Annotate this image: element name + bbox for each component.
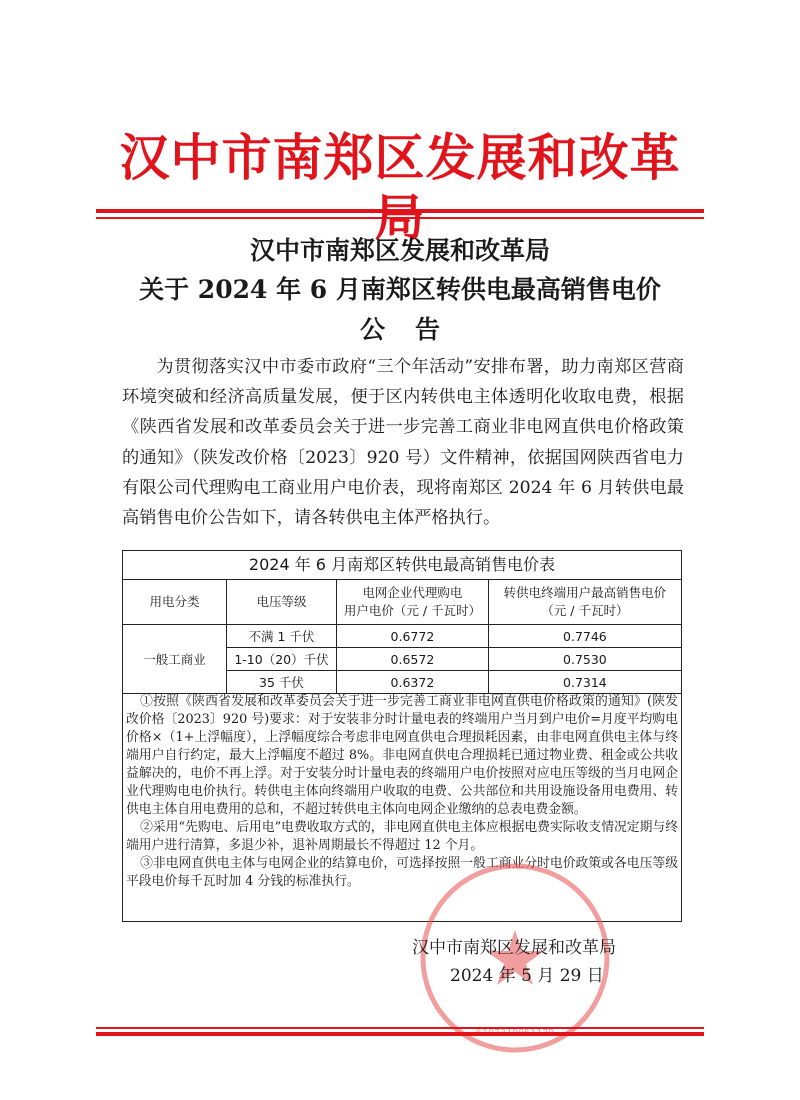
note-item: ①按照《陕西省发展和改革委员会关于进一步完善工商业非电网直供电价格政策的通知》(陕发改价格〔2023〕920 号)要求：对于安装非分时计量电表的终端用户当月到户电价=月度平均购电价格×（1+上浮幅度），上浮幅度综合考虑非电网直供电合理损耗因素，由非电网直供电主体与终端用户自行约定，最大上浮幅度不超过 8%。非电网直供电合理损耗已通过物业费、租金或公共收益解决的，电价不再上浮。对于安装分时计量电表的终端用户电价按照对应电压等级的当月电网企业代理购电电价执行。转供电主体向终端用户收取的电费、公共部位和共用设施设备用电费用、转供电主体自用电费用的总和，不超过转供电主体向电网企业缴纳的总表电费金额。: [126, 694, 678, 817]
announcement-title-subject: 关于 2024 年 6 月南郑区转供电最高销售电价: [139, 275, 661, 304]
header-grid-price: [337, 580, 489, 625]
header-end-price: [488, 580, 681, 625]
grid-price-cell: 0.6372: [337, 671, 489, 694]
org-banner-title: 汉中市南郑区发展和改革: [119, 128, 681, 187]
category-cell: 一般工商业: [123, 625, 227, 694]
end-price-cell: 0.7530: [488, 648, 681, 671]
header-voltage: 电压等级: [226, 580, 336, 625]
note-item: ③非电网直供电主体与电网企业的结算电价，可选择按照一般工商业分时电价政策或各电压等级平段电价每千瓦时加 4 分钱的标准执行。: [126, 856, 678, 889]
announcement-title-type: 公告: [359, 315, 470, 344]
grid-price-cell: 0.6572: [337, 648, 489, 671]
header-red-rule-thick: [96, 209, 704, 213]
table-row: [123, 625, 682, 648]
signature-date: 2024 年 5 月 29 日: [450, 966, 604, 986]
header-grid-price-line1: 电网企业代理购电: [362, 585, 463, 600]
voltage-cell: 不满 1 千伏: [226, 625, 336, 648]
voltage-cell: 35 千伏: [226, 671, 336, 694]
price-table: [122, 579, 682, 694]
end-price-cell: 0.7314: [488, 671, 681, 694]
signature-org: 汉中市南郑区发展和改革局: [412, 938, 616, 958]
footer-red-rule-thin: [96, 1027, 704, 1029]
announcement-title-issuer: 汉中市南郑区发展和改革局: [249, 236, 550, 265]
header-end-price-line2: （元 / 千瓦时）: [541, 603, 629, 618]
grid-price-cell: 0.6772: [337, 625, 489, 648]
note-item: ②采用“先购电、后用电”电费收取方式的，非电网直供电主体应根据电费实际收支情况定期与终端用户进行清算，多退少补，退补周期最长不得超过 12 个月。: [126, 820, 678, 853]
end-price-cell: 0.7746: [488, 625, 681, 648]
announcement-body-paragraph: 为贯彻落实汉中市委市政府“三个年活动”安排布署，助力南郑区营商环境突破和经济高质量发展，便于区内转供电主体透明化收取电费，根据《陕西省发展和改革委员会关于进一步完善工商业非电网直供电价格政策的通知》（陕发改价格〔2023〕920 号）文件精神，依据国网陕西省电力有限公司代理购电工商业用户电价表，现将南郑区 2024 年 6 月转供电最高销售电价公告如下，请各转供电主体严格执行。: [122, 357, 684, 529]
voltage-cell: 1-10（20）千伏: [226, 648, 336, 671]
header-red-rule-thin: [96, 217, 704, 219]
header-end-price-line1: 转供电终端用户最高销售电价: [503, 585, 667, 600]
price-table-title: 2024 年 6 月南郑区转供电最高销售电价表: [248, 555, 556, 574]
footer-red-rule-thick: [96, 1032, 704, 1036]
header-grid-price-line2: 用户电价（元 / 千瓦时）: [343, 603, 482, 618]
price-table-header-row: [123, 580, 682, 625]
header-category: 用电分类: [123, 580, 227, 625]
